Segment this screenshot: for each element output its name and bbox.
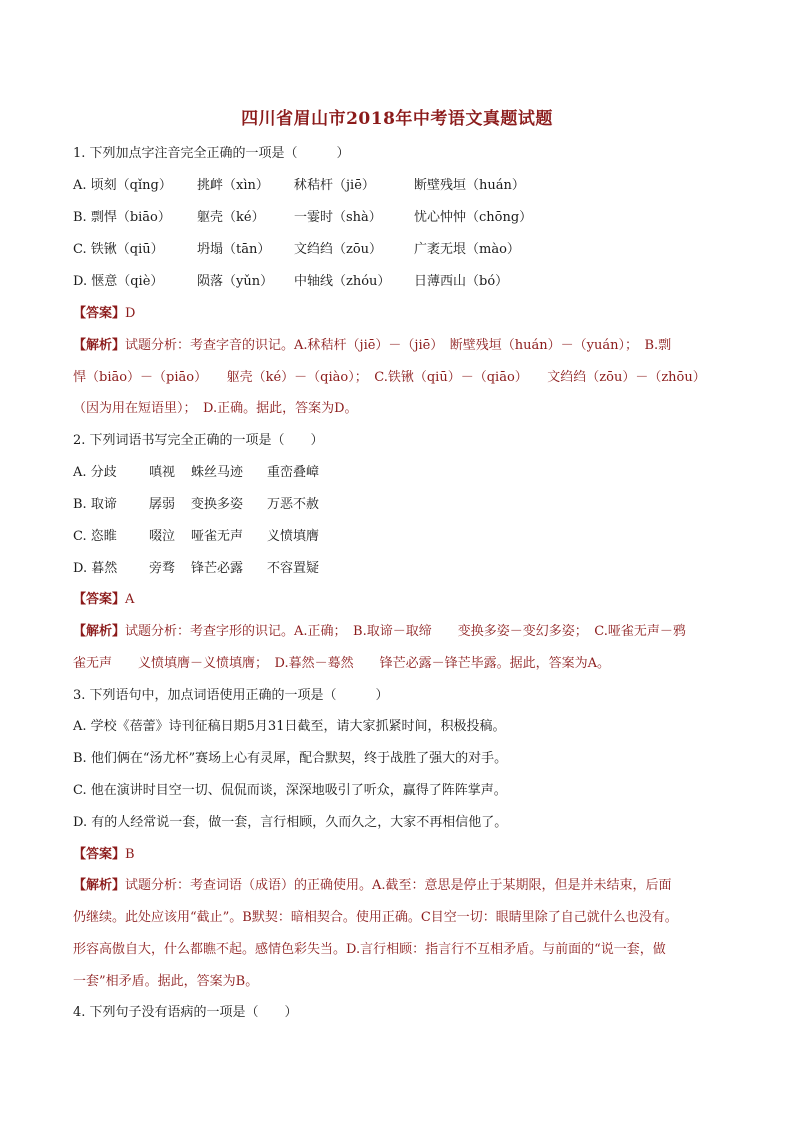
q1-analysis-line-1 (73, 338, 671, 354)
q2-stem: 2. 下列词语书写完全正确的一项是（ ） (73, 433, 324, 448)
q2-answer-tag: 【答案】 (73, 592, 126, 607)
q3-stem: 3. 下列语句中，加点词语使用正确的一项是（ ） (73, 688, 389, 703)
q1-b-2: 躯壳（ké） (197, 210, 265, 225)
q2-b-4: 万恶不赦 (267, 497, 320, 512)
q2-option-d (73, 561, 319, 577)
q2-a-1: A. 分歧 (73, 465, 117, 480)
q1-analysis-text-1: 试题分析：考查字音的识记。A.秫秸杆（jiē）－（jiē） 断壁残垣（huán）－（yuán）； B.剽 (125, 338, 672, 353)
q2-c-2: 啜泣 (149, 529, 176, 544)
q3-analysis-line-3: 形容高傲自大，什么都瞧不起。感情色彩失当。D.言行相顾：指言行不互相矛盾。与前面的“说一套，做 (73, 942, 666, 957)
page-title: 四川省眉山市2018年中考语文真题试题 (241, 109, 553, 129)
q1-analysis-tag: 【解析】 (73, 338, 126, 353)
q4-stem: 4. 下列句子没有语病的一项是（ ） (73, 1005, 298, 1020)
q3-analysis-line-4: 一套”相矛盾。据此，答案为B。 (73, 974, 259, 989)
q2-answer (73, 592, 134, 608)
q1-analysis-line-2: 悍（biāo）－（piāo） 躯壳（ké）－（qiào）； C.铁锹（qiū）－（qiāo） 文绉绉（zōu）－（zhōu） (73, 370, 706, 385)
q2-c-3: 哑雀无声 (191, 529, 244, 544)
q1-b-1: B. 剽悍（biāo） (73, 210, 171, 225)
q2-d-2: 旁骛 (149, 561, 176, 576)
q1-analysis-line-3: （因为用在短语里）； D.正确。据此，答案为D。 (73, 401, 358, 416)
q2-analysis-text-1: 试题分析：考查字形的识记。A.正确； B.取谛－取缔 变换多姿－变幻多姿； C.哑雀无声－鸦 (125, 624, 686, 639)
q2-d-1: D. 暮然 (73, 561, 118, 576)
q2-analysis-line-2: 雀无声 义愤填膺－义愤填膺； D.暮然－蓦然 锋芒必露－锋芒毕露。据此，答案为A。 (73, 656, 610, 671)
q1-d-4: 日薄西山（bó） (414, 274, 509, 289)
q2-b-3: 变换多姿 (191, 497, 244, 512)
q2-b-2: 孱弱 (149, 497, 176, 512)
q1-b-4: 忧心忡忡（chōng） (414, 210, 533, 225)
q2-c-1: C. 恣睢 (73, 529, 117, 544)
q1-c-3: 文绉绉（zōu） (294, 242, 383, 257)
q1-c-1: C. 铁锹（qiū） (73, 242, 164, 257)
q1-a-3: 秫秸杆（jiē） (294, 178, 375, 193)
q1-c-2: 坍塌（tān） (197, 242, 271, 257)
q1-a-2: 挑衅（xìn） (197, 178, 269, 193)
q3-analysis-line-2: 仍继续。此处应该用“截止”。B默契：暗相契合。使用正确。C目空一切：眼睛里除了自己就什么也没有。 (73, 910, 678, 925)
q3-option-c: C. 他在演讲时目空一切、侃侃而谈，深深地吸引了听众，赢得了阵阵掌声。 (73, 783, 507, 798)
q1-c-4: 广袤无垠（mào） (414, 242, 520, 257)
q2-option-a (73, 465, 319, 481)
q3-analysis-line-1 (73, 878, 672, 894)
q1-answer-value: D (125, 306, 136, 321)
q3-option-a: A. 学校《蓓蕾》诗刊征稿日期5月31日截至，请大家抓紧时间，积极投稿。 (73, 719, 506, 734)
q1-d-1: D. 惬意（qiè） (73, 274, 164, 289)
q3-option-b: B. 他们俩在“汤尤杯”赛场上心有灵犀，配合默契，终于战胜了强大的对手。 (73, 751, 508, 766)
q2-d-3: 锋芒必露 (191, 561, 244, 576)
q2-option-c (73, 529, 319, 545)
q3-option-d: D. 有的人经常说一套，做一套，言行相顾，久而久之，大家不再相信他了。 (73, 815, 508, 830)
q1-option-d (73, 274, 508, 290)
q1-stem: 1. 下列加点字注音完全正确的一项是（ ） (73, 146, 350, 161)
q3-answer-value: B (125, 847, 135, 862)
q1-d-3: 中轴线（zhóu） (294, 274, 391, 289)
q1-answer (73, 306, 135, 322)
q1-a-4: 断壁残垣（huán） (414, 178, 525, 193)
q3-analysis-text-1: 试题分析：考查词语（成语）的正确使用。A.截至：意思是停止于某期限，但是并未结束，后面 (125, 878, 672, 893)
q1-option-b (73, 210, 532, 226)
q2-option-b (73, 497, 319, 513)
q3-answer-tag: 【答案】 (73, 847, 126, 862)
q1-option-a (73, 178, 525, 194)
q3-answer (73, 847, 135, 863)
q2-a-4: 重峦叠嶂 (267, 465, 320, 480)
q1-a-1: A. 顷刻（qǐng） (73, 178, 172, 193)
q1-option-c (73, 242, 520, 258)
q2-a-2: 嗔视 (149, 465, 176, 480)
q1-answer-tag: 【答案】 (73, 306, 126, 321)
q1-b-3: 一霎时（shà） (294, 210, 382, 225)
q2-c-4: 义愤填膺 (267, 529, 320, 544)
q2-d-4: 不容置疑 (267, 561, 320, 576)
q2-b-1: B. 取谛 (73, 497, 117, 512)
q2-analysis-line-1 (73, 624, 686, 640)
q3-analysis-tag: 【解析】 (73, 878, 126, 893)
q2-analysis-tag: 【解析】 (73, 624, 126, 639)
q2-a-3: 蛛丝马迹 (191, 465, 244, 480)
q2-answer-value: A (125, 592, 135, 607)
q1-d-2: 陨落（yǔn） (197, 274, 274, 289)
